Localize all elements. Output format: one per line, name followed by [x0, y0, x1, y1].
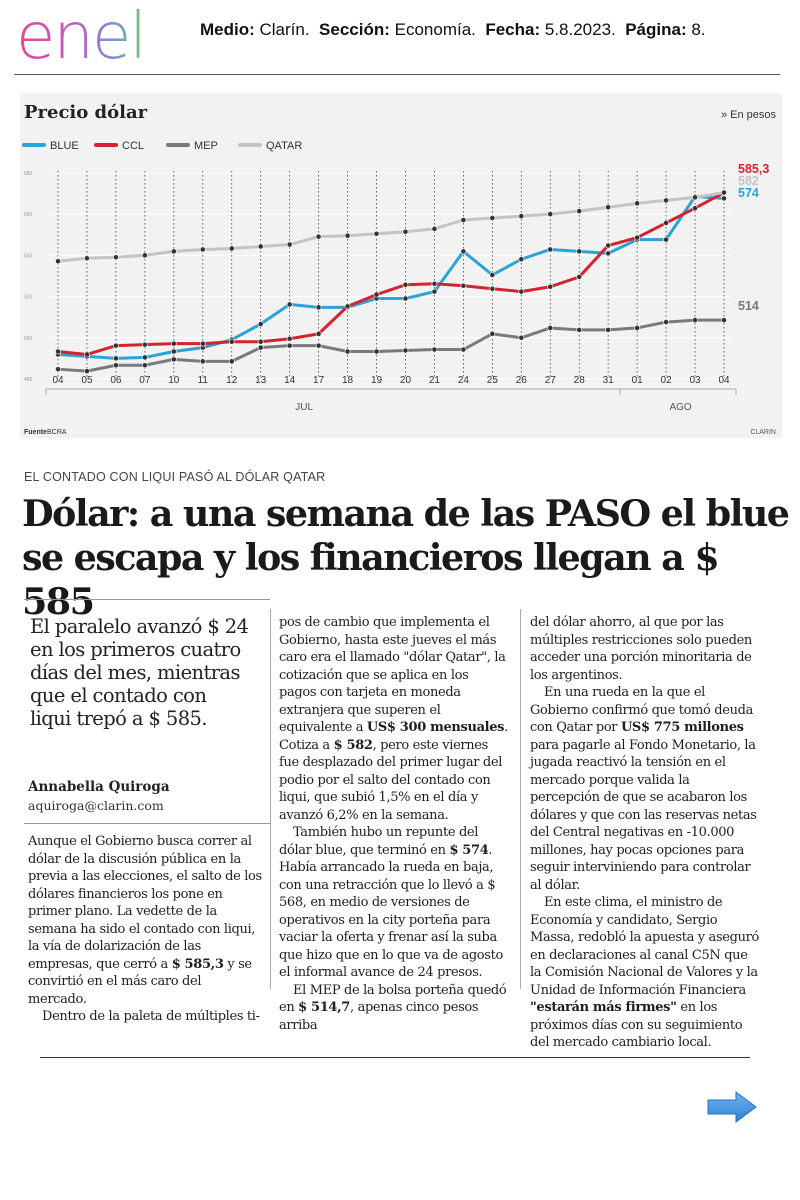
byline-rule — [24, 823, 270, 824]
data-point-blue — [113, 356, 118, 361]
data-point-ccl — [374, 292, 379, 297]
month-label: JUL — [295, 402, 314, 413]
x-tick-label: 24 — [457, 375, 469, 386]
x-tick-label: 14 — [284, 375, 296, 386]
seccion-label: Sección: — [319, 20, 390, 39]
data-point-ccl — [606, 243, 611, 248]
column-divider — [520, 609, 521, 989]
data-point-ccl — [142, 342, 147, 347]
publication-info — [200, 20, 706, 40]
data-point-blue — [316, 305, 321, 310]
y-tick-label: 520 — [24, 294, 33, 301]
data-point-mep — [461, 347, 466, 352]
data-point-qatar — [403, 229, 408, 234]
data-point-blue — [403, 296, 408, 301]
data-point-blue — [432, 289, 437, 294]
data-point-mep — [635, 325, 640, 330]
x-tick-label: 28 — [573, 375, 585, 386]
end-value-label: 582 — [738, 174, 759, 188]
data-point-mep — [548, 325, 553, 330]
chart-canvas — [20, 93, 782, 438]
paragraph: El MEP de la bolsa porteña quedó en $ 514,7, apenas cinco pesos arriba — [279, 982, 507, 1033]
x-tick-label: 04 — [718, 375, 730, 386]
data-point-ccl — [577, 274, 582, 279]
x-tick-label: 20 — [399, 375, 412, 386]
data-point-mep — [287, 343, 292, 348]
column-divider — [270, 609, 271, 989]
svg-text:enel: enel — [16, 4, 146, 66]
data-point-mep — [577, 327, 582, 332]
headline-line-1: Dólar: a una semana de las PASO el blue — [22, 492, 789, 535]
data-point-ccl — [84, 352, 89, 357]
data-point-mep — [142, 363, 147, 368]
data-point-qatar — [229, 246, 234, 251]
data-point-blue — [461, 249, 466, 254]
data-point-ccl — [432, 281, 437, 286]
data-point-ccl — [635, 235, 640, 240]
data-point-mep — [84, 369, 89, 374]
data-point-mep — [113, 363, 118, 368]
enel-logo — [14, 4, 184, 66]
data-point-mep — [692, 318, 697, 323]
data-point-mep — [374, 349, 379, 354]
medio-value: Clarín. — [254, 20, 310, 39]
data-point-mep — [171, 357, 176, 362]
author-name: Annabella Quiroga — [28, 779, 170, 795]
end-value-label: 574 — [738, 186, 759, 200]
data-point-qatar — [84, 256, 89, 261]
end-value-label: 514 — [738, 299, 759, 313]
seccion-value: Economía. — [389, 20, 476, 39]
x-tick-label: 27 — [544, 375, 556, 386]
data-point-ccl — [287, 336, 292, 341]
data-point-ccl — [548, 284, 553, 289]
data-point-ccl — [200, 341, 205, 346]
article-headline — [22, 492, 792, 624]
x-tick-label: 13 — [255, 375, 267, 386]
data-point-mep — [316, 343, 321, 348]
y-tick-label: 540 — [24, 253, 33, 260]
data-point-mep — [200, 359, 205, 364]
data-point-ccl — [461, 283, 466, 288]
article-lead: El paralelo avanzó $ 24 en los primeros cuatro días del mes, mientras que el contado con liqui trepó a $ 585. — [30, 615, 249, 730]
data-point-qatar — [461, 217, 466, 222]
x-tick-label: 03 — [689, 375, 701, 386]
month-label: AGO — [669, 402, 692, 413]
data-point-blue — [519, 257, 524, 262]
data-point-qatar — [635, 201, 640, 206]
x-tick-label: 11 — [197, 375, 208, 386]
x-tick-label: 26 — [515, 375, 527, 386]
x-tick-label: 02 — [660, 375, 672, 386]
data-point-ccl — [258, 339, 263, 344]
dollar-price-chart — [20, 93, 782, 438]
data-point-blue — [548, 247, 553, 252]
x-tick-label: 07 — [139, 375, 151, 386]
data-point-mep — [519, 335, 524, 340]
article-column-1 — [28, 833, 262, 1026]
data-point-qatar — [374, 231, 379, 236]
author-email[interactable]: aquiroga@clarin.com — [28, 798, 164, 813]
data-point-mep — [258, 345, 263, 350]
y-tick-label: 500 — [24, 335, 33, 342]
data-point-qatar — [548, 212, 553, 217]
x-tick-label: 19 — [370, 375, 383, 386]
paragraph: Aunque el Gobierno busca correr al dólar de la discusión pública en la previa a las elecciones, el salto de los dólares financieros los pone en primer plano. La vedette de la semana ha sido el contado con liqui, la vía de dolarización de las empresas, que cerró a $ 585,3 y se convirtió en el más caro del mercado. — [28, 834, 262, 1007]
data-point-qatar — [606, 205, 611, 210]
legend-label-blue: BLUE — [50, 140, 79, 152]
source-label: Fuente — [24, 429, 47, 436]
pagina-label: Página: — [625, 20, 687, 39]
paragraph: En este clima, el ministro de Economía y candidato, Sergio Massa, redobló la apuesta y aseguró en declaraciones al canal C5N que la Comisión Nacional de Valores y la Unidad de Información Financiera "estarán más firmes" en los próximos días con su seguimiento del mercado cambiario local. — [530, 895, 759, 1050]
data-point-blue — [142, 355, 147, 360]
article-column-2 — [279, 614, 509, 1034]
medio-label: Medio: — [200, 20, 255, 39]
end-value-label: 585,3 — [738, 162, 770, 176]
data-point-ccl — [316, 331, 321, 336]
data-point-blue — [721, 196, 726, 201]
data-point-mep — [663, 319, 668, 324]
x-tick-label: 18 — [342, 375, 354, 386]
data-point-qatar — [345, 233, 350, 238]
data-point-qatar — [432, 226, 437, 231]
next-page-arrow-icon[interactable] — [706, 1089, 758, 1125]
article-column-3 — [530, 614, 762, 1052]
data-point-mep — [345, 349, 350, 354]
data-point-ccl — [229, 339, 234, 344]
data-point-blue — [606, 251, 611, 256]
data-point-mep — [55, 367, 60, 372]
x-tick-label: 21 — [428, 375, 440, 386]
data-point-mep — [229, 359, 234, 364]
data-point-ccl — [345, 304, 350, 309]
data-point-mep — [721, 318, 726, 323]
paragraph: pos de cambio que implementa el Gobierno, hasta este jueves el más caro era el llamado "dólar Qatar", la cotización que se aplica en los pagos con tarjeta en moneda extranjera que superen el equivalente a US$ 300 mensuales. Cotiza a $ 582, pero este viernes fue desplazado del primer lugar del podio por el salto del contado con liqui, que subió 1,5% en el día y avanzó 6,2% en la semana. — [279, 615, 508, 823]
data-point-ccl — [403, 282, 408, 287]
data-point-mep — [606, 327, 611, 332]
x-tick-label: 04 — [52, 375, 64, 386]
paragraph: En una rueda en la que el Gobierno confirmó que tomó deuda con Qatar por US$ 775 millones para pagarle al Fondo Monetario, la jugada reactivó la tensión en el mercado porque valida la percepción de que se acabaron los dólares y que con las reservas netas del Central negativas en -10.000 millones, hay pocas opciones para seguir interviniendo para controlar al dólar. — [530, 685, 757, 893]
lead-top-rule — [24, 599, 270, 600]
data-point-ccl — [692, 206, 697, 211]
y-tick-label: 480 — [24, 377, 33, 383]
data-point-blue — [287, 302, 292, 307]
data-point-blue — [258, 321, 263, 326]
legend-label-mep: MEP — [194, 140, 218, 152]
data-point-ccl — [171, 341, 176, 346]
data-point-qatar — [316, 234, 321, 239]
pagina-value: 8. — [686, 20, 706, 39]
x-tick-label: 10 — [168, 375, 180, 386]
article-kicker: EL CONTADO CON LIQUI PASÓ AL DÓLAR QATAR — [24, 470, 326, 484]
fecha-label: Fecha: — [485, 20, 541, 39]
data-point-qatar — [258, 244, 263, 249]
data-point-blue — [490, 272, 495, 277]
data-point-qatar — [490, 215, 495, 220]
data-point-mep — [490, 331, 495, 336]
data-point-qatar — [721, 190, 726, 195]
data-point-qatar — [692, 195, 697, 200]
paragraph: También hubo un repunte del dólar blue, que terminó en $ 574. Había arrancado la rueda en baja, con una retracción que lo llevó a $ 568, en medio de versiones de operativos en la city porteña para vaciar la oferta y frenar así la suba que hizo que en lo que va de agosto el informal avance de 24 presos. — [279, 825, 503, 980]
x-tick-label: 01 — [631, 375, 643, 386]
y-tick-label: 560 — [24, 212, 33, 219]
data-point-ccl — [55, 349, 60, 354]
series-line-qatar — [58, 193, 724, 262]
chart-title: Precio dólar — [24, 102, 148, 123]
fecha-value: 5.8.2023. — [540, 20, 616, 39]
paragraph: Dentro de la paleta de múltiples ti- — [42, 1009, 260, 1024]
x-tick-label: 05 — [81, 375, 93, 386]
data-point-ccl — [519, 289, 524, 294]
x-tick-label: 12 — [226, 375, 238, 386]
data-point-qatar — [577, 209, 582, 214]
data-point-blue — [663, 237, 668, 242]
x-tick-label: 17 — [313, 375, 325, 386]
legend-label-qatar: QATAR — [266, 140, 303, 152]
data-point-mep — [403, 348, 408, 353]
footer-divider — [40, 1057, 750, 1058]
source-value: BCRA — [47, 429, 67, 436]
y-tick-label: 580 — [24, 171, 33, 177]
data-point-ccl — [113, 343, 118, 348]
data-point-qatar — [142, 253, 147, 258]
data-point-blue — [171, 349, 176, 354]
paragraph: del dólar ahorro, al que por las múltiples restricciones solo pueden acceder una porción minoritaria de los argentinos. — [530, 615, 752, 683]
series-line-blue — [58, 196, 724, 358]
data-point-qatar — [200, 247, 205, 252]
x-tick-label: 25 — [486, 375, 498, 386]
chart-credit: CLARIN — [750, 429, 776, 436]
data-point-ccl — [490, 286, 495, 291]
legend-label-ccl: CCL — [122, 140, 145, 152]
data-point-ccl — [663, 220, 668, 225]
data-point-qatar — [519, 213, 524, 218]
headline-line-2: se escapa y los financieros llegan a $ 585 — [22, 536, 719, 623]
x-tick-label: 31 — [602, 375, 614, 386]
data-point-qatar — [171, 249, 176, 254]
data-point-blue — [577, 249, 582, 254]
header-divider — [14, 74, 780, 75]
data-point-qatar — [113, 255, 118, 260]
chart-units-note: » En pesos — [720, 109, 776, 121]
data-point-mep — [432, 347, 437, 352]
data-point-qatar — [663, 198, 668, 203]
x-tick-label: 06 — [110, 375, 122, 386]
data-point-qatar — [55, 259, 60, 264]
data-point-qatar — [287, 242, 292, 247]
